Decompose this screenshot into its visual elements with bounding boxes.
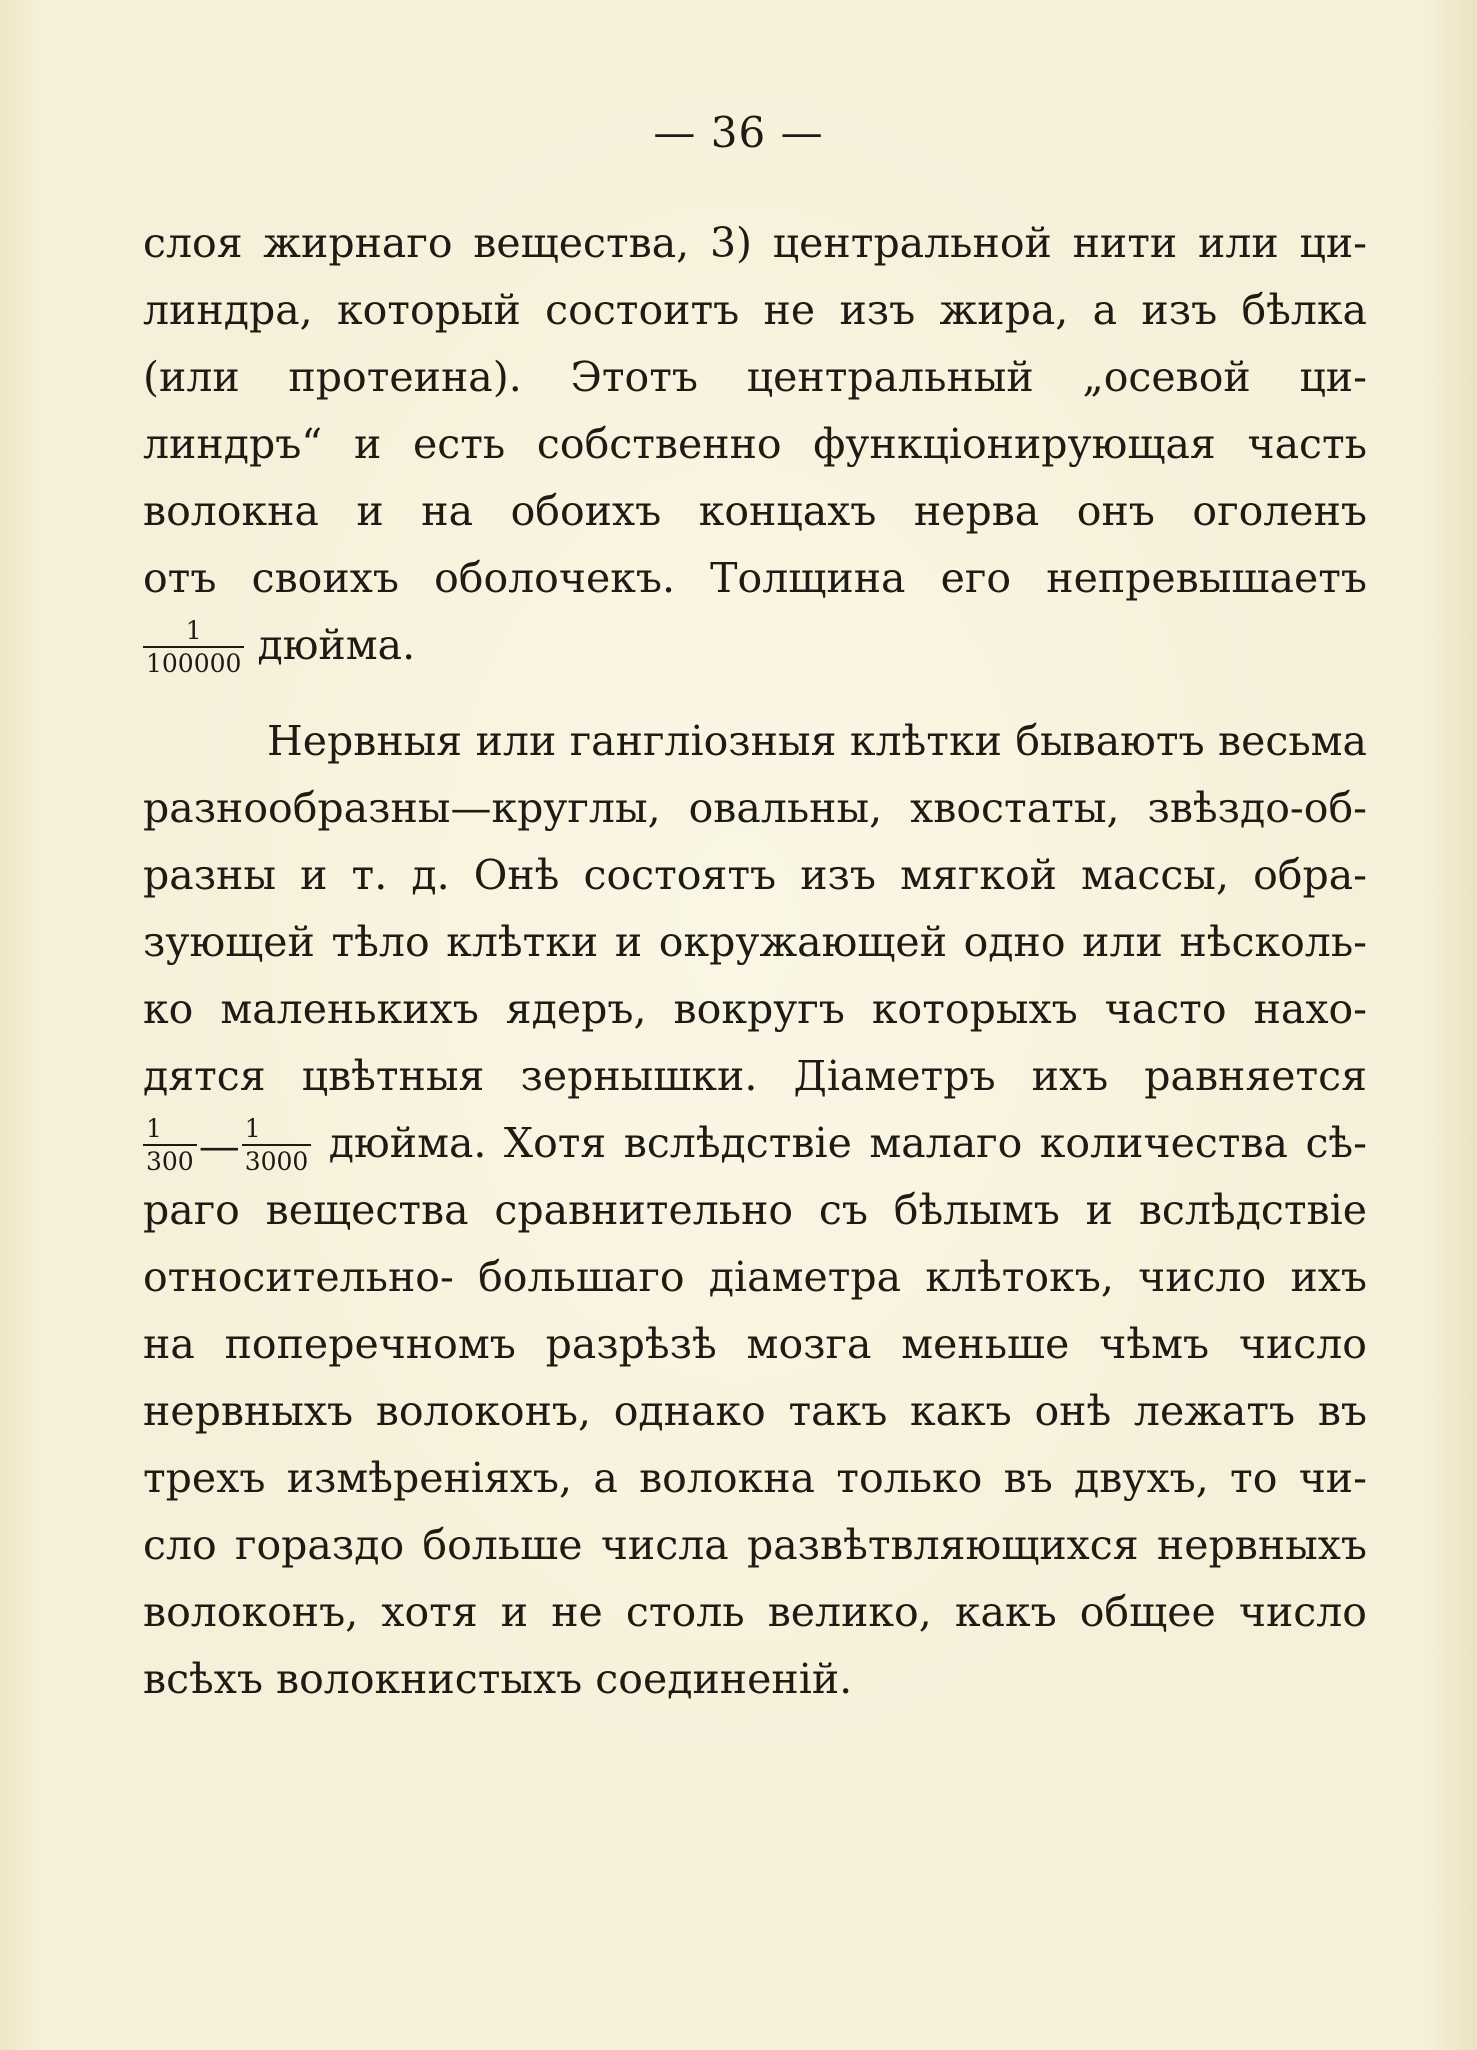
- text-line: линдра, который состоитъ не изъ жира, а изъ бѣлка: [143, 286, 1367, 334]
- text-line: нервныхъ волоконъ, однако такъ какъ онѣ лежатъ въ: [143, 1387, 1367, 1435]
- text-line: относительно- большаго дiаметра клѣтокъ, число ихъ: [143, 1253, 1367, 1301]
- text-line: трехъ измѣренiяхъ, а волокна только въ двухъ, то чи-: [143, 1454, 1367, 1502]
- text-line-with-fraction: [143, 612, 1367, 679]
- text-line-with-fractions: [143, 1110, 1367, 1177]
- text-line: (или протеина). Этотъ центральный „осевой ци-: [143, 353, 1367, 401]
- fraction-denominator: 100000: [146, 648, 242, 678]
- text-line: отъ своихъ оболочекъ. Толщина его непревышаетъ: [143, 554, 1367, 602]
- text-line: волокна и на обоихъ концахъ нерва онъ оголенъ: [143, 487, 1367, 535]
- paragraph-1: [143, 210, 1367, 679]
- page-number: — 36 —: [653, 108, 824, 157]
- fraction-denominator: 300: [146, 1146, 194, 1176]
- text-line: слоя жирнаго вещества, 3) центральной нити или ци-: [143, 219, 1367, 267]
- text-line: зующей тѣло клѣтки и окружающей одно или нѣсколь-: [143, 918, 1367, 966]
- text-line: волоконъ, хотя и не столь велико, какъ общее число: [143, 1588, 1367, 1636]
- fraction-group: [143, 1113, 311, 1176]
- fraction: [143, 615, 244, 678]
- range-dash: —: [198, 1122, 240, 1170]
- fraction-denominator: 3000: [244, 1146, 309, 1176]
- paragraph-2: [143, 708, 1367, 1713]
- text-line: линдръ“ и есть собственно функціонирующая часть: [143, 420, 1367, 468]
- text-line: ко маленькихъ ядеръ, вокругъ которыхъ часто нахо-: [143, 985, 1367, 1033]
- text-line: на поперечномъ разрѣзѣ мозга меньше чѣмъ число: [143, 1320, 1367, 1368]
- text-line-last: всѣхъ волокнистыхъ соединенiй.: [143, 1655, 853, 1703]
- text-line-indented: Нервныя или ганглiозныя клѣтки бываютъ весьма: [267, 717, 1367, 765]
- text-line: разнообразны—круглы, овальны, хвостаты, звѣздо-об-: [143, 784, 1367, 832]
- fraction: [242, 1113, 312, 1176]
- text-line: дятся цвѣтныя зернышки. Дiаметръ ихъ равняется: [143, 1052, 1367, 1100]
- fraction-numerator: 1: [143, 618, 244, 648]
- line-text: дюйма.: [257, 621, 416, 669]
- fraction-numerator: 1: [143, 1116, 197, 1146]
- text-line: раго вещества сравнительно съ бѣлымъ и вслѣдствiе: [143, 1186, 1367, 1234]
- line-text: дюйма. Хотя вслѣдствiе малаго количества сѣ-: [328, 1119, 1367, 1167]
- text-line: разны и т. д. Онѣ состоятъ изъ мягкой массы, обра-: [143, 851, 1367, 899]
- fraction: [143, 1113, 197, 1176]
- text-line: сло гораздо больше числа развѣтвляющихся нервныхъ: [143, 1521, 1367, 1569]
- fraction-numerator: 1: [242, 1116, 312, 1146]
